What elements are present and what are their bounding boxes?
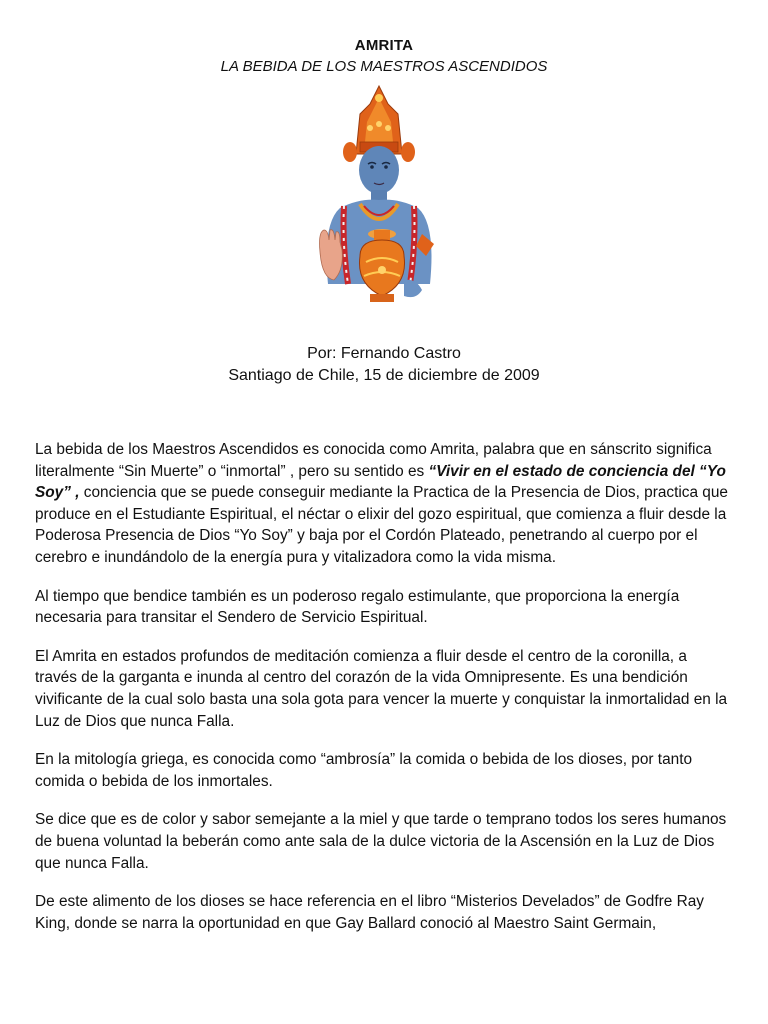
document-subtitle: LA BEBIDA DE LOS MAESTROS ASCENDIDOS	[220, 58, 548, 75]
paragraph-3: El Amrita en estados profundos de meditación comienza a fluir desde el centro de la coronilla, a través de la garganta e inunda al centro del corazón de la vida Omnipresente. Es una bendición vivificante de la cual solo basta una sola gota para vencer la muerte y conquistar la inmortalidad en la Luz de Dios que nunca Falla.	[35, 647, 728, 730]
paragraph-5: Se dice que es de color y sabor semejante a la miel y que tarde o temprano todos los seres humanos de buena voluntad la beberán como ante sala de la dulce victoria de la Ascensión en la Luz de Dios que nunca Falla.	[35, 811, 727, 872]
paragraph-1-emphasis: “Vivir en el estado de conciencia del “Yo Soy” ,	[35, 462, 726, 502]
deity-image-icon	[304, 84, 454, 324]
paragraph-6: De este alimento de los dioses se hace referencia en el libro “Misterios Develados” de Godfre Ray King, donde se narra la oportunidad en que Gay Ballard conoció al Maestro Saint Germain,	[35, 893, 704, 932]
deity-illustration	[304, 84, 454, 324]
paragraph-1-text-b: conciencia que se puede conseguir mediante la Practica de la Presencia de Dios, practica que produce en el Estudiante Espiritual, el néctar o elixir del gozo espiritual, que comienza a fluir desde la Poderosa Presencia de Dios “Yo Soy” y baja por el Cordón Plateado, penetrando al cuerpo por el cerebro e inundándolo de la energía pura y vitalizadora como la vida misma.	[35, 484, 728, 566]
document-title: AMRITA	[354, 37, 414, 54]
place-date-line: Santiago de Chile, 15 de diciembre de 2009	[228, 367, 540, 384]
paragraph-1-text-a: La bebida de los Maestros Ascendidos es conocida como Amrita, palabra que en sánscrito significa literalmente “Sin Muerte” o “inmortal” , pero su sentido es	[35, 441, 712, 480]
paragraph-4: En la mitología griega, es conocida como “ambrosía” la comida o bebida de los dioses, por tanto comida o bebida de los inmortales.	[35, 751, 693, 790]
paragraph-1	[35, 439, 733, 569]
author-line: Por: Fernando Castro	[307, 345, 461, 362]
author-block	[0, 343, 768, 387]
document-body	[35, 439, 733, 951]
paragraph-2: Al tiempo que bendice también es un poderoso regalo estimulante, que proporciona la energía necesaria para transitar el Sendero de Servicio Espiritual.	[35, 587, 680, 627]
